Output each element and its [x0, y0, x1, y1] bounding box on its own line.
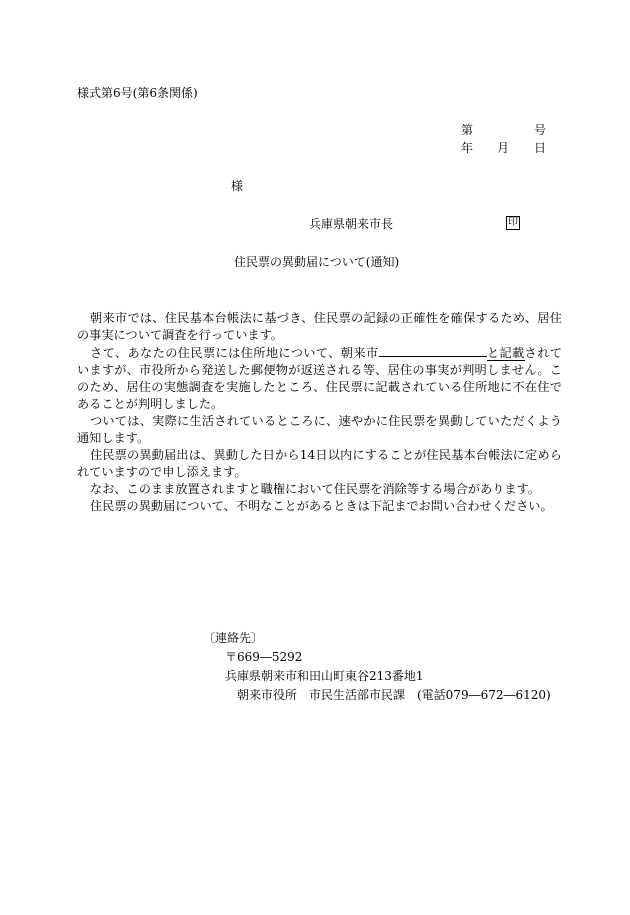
issue-date-month: 月	[497, 141, 510, 155]
paragraph-6: 住民票の異動届について、不明なことがあるときは下記までお問い合わせください。	[90, 499, 553, 513]
paragraph-2-lead: さて、あなたの住民票には住所地について、朝来市	[90, 346, 379, 360]
contact-address: 兵庫県朝来市和田山町東谷213番地1	[225, 669, 424, 683]
contact-office: 朝来市役所 市民生活部市民課 (電話079―672―6120)	[237, 688, 551, 702]
paragraph-2-rest: されていますが、市役所から発送した郵便物が返送される等、居住の事実が判明しません。このため、居住の実態調査を実施したところ、住民票に記載されている住所地に不在住であることが判明しました。	[77, 346, 562, 411]
sender-name: 兵庫県朝来市長	[309, 217, 394, 231]
paragraph-5: なお、このまま放置されますと職権において住民票を消除等する場合があります。	[90, 482, 540, 496]
paragraph-4: 住民票の異動届出は、異動した日から14日以内にすることが住民基本台帳法に定められていますので申し添えます。	[77, 448, 562, 479]
paragraph-3: ついては、実際に生活されているところに、速やかに住民票を異動していただくよう通知します。	[77, 414, 562, 445]
addressee-suffix: 様	[231, 179, 244, 193]
issue-date-day: 日	[534, 141, 547, 155]
issue-date-year: 年	[461, 141, 474, 155]
contact-postal-code: 〒669―5292	[225, 650, 303, 664]
issue-number-prefix: 第	[461, 123, 474, 137]
form-number: 様式第6号(第6条関係)	[77, 86, 198, 100]
document-title: 住民票の異動届について(通知)	[234, 255, 400, 269]
paragraph-2	[77, 344, 562, 413]
issue-number-suffix: 号	[534, 123, 547, 137]
body-text	[77, 310, 562, 515]
contact-heading: 〔連絡先〕	[203, 631, 264, 645]
seal-mark: 印	[508, 217, 518, 228]
paragraph-2-underlined: と記載	[486, 346, 525, 360]
address-blank-line	[379, 344, 487, 357]
paragraph-1: 朝来市では、住民基本台帳法に基づき、住民票の記録の正確性を確保するため、居住の事実について調査を行っています。	[77, 311, 562, 342]
